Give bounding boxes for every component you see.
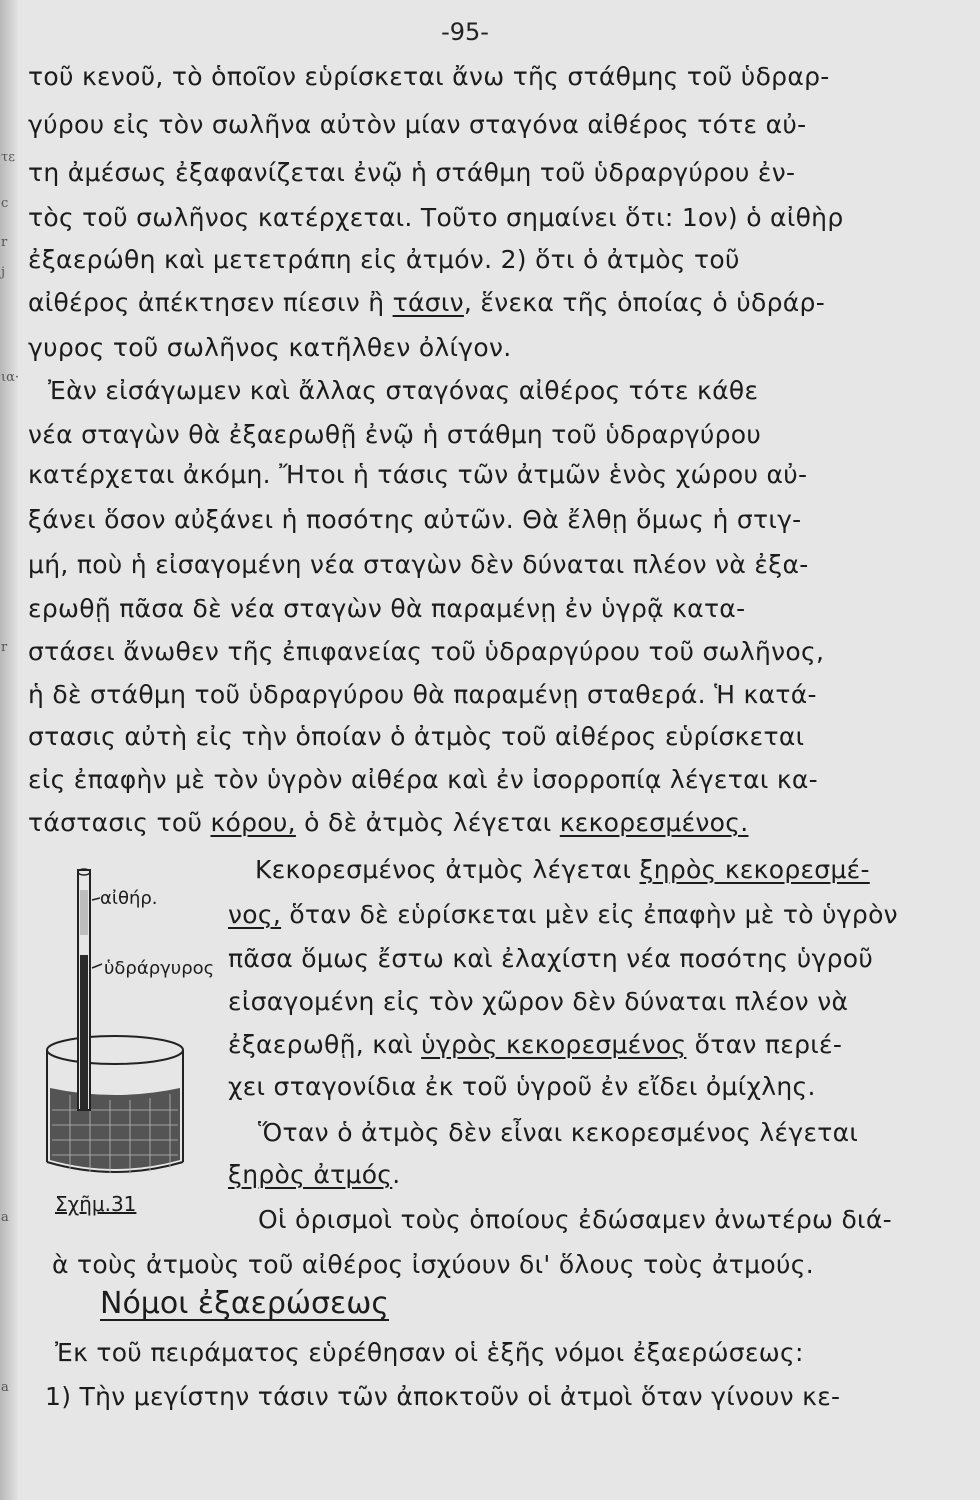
margin-fragment: j xyxy=(1,265,6,280)
text-span: Κεκορεσμένος ἀτμὸς λέγεται xyxy=(255,855,640,884)
text-line: ἡ δὲ στάθμη τοῦ ὑδραργύρου θὰ παραμένῃ σταθερά. Ἡ κατά- xyxy=(28,680,817,709)
margin-fragment: a xyxy=(1,1210,9,1225)
text-span: τάστασις τοῦ xyxy=(28,808,211,837)
text-line xyxy=(28,808,748,837)
text-line xyxy=(255,855,870,884)
text-line: πᾶσα ὅμως ἔστω καὶ ἐλαχίστη νέα ποσότης ὑγροῦ xyxy=(228,944,874,973)
margin-fragment: r xyxy=(1,640,8,655)
text-line: γύρου εἰς τὸν σωλῆνα αὐτὸν μίαν σταγόνα αἰθέρος τότε αὐ- xyxy=(28,110,807,139)
text-line: Ἐὰν εἰσάγωμεν καὶ ἄλλας σταγόνας αἰθέρος τότε κάθε xyxy=(48,376,759,405)
text-line: τη ἀμέσως ἐξαφανίζεται ἐνῷ ἡ στάθμη τοῦ ὑδραργύρου ἐν- xyxy=(28,158,796,187)
basin-drawing xyxy=(47,1036,183,1174)
underlined-term: κεκορεσμένος. xyxy=(559,808,749,837)
ether-label: αἰθήρ. xyxy=(100,888,158,909)
text-line: νέα σταγὼν θὰ ἐξαερωθῇ ἐνῷ ἡ στάθμη τοῦ ὑδραργύρου xyxy=(28,420,762,449)
text-span: ἐξαερωθῇ, καὶ xyxy=(228,1030,422,1059)
text-span: ὅταν δὲ εὑρίσκεται μὲν εἰς ἐπαφὴν μὲ τὸ ὑγρὸν xyxy=(281,900,898,929)
text-line: εἰσαγομένη εἰς τὸν χῶρον δὲν δύναται πλέον νὰ xyxy=(228,987,849,1016)
text-line: 1) Τὴν μεγίστην τάσιν τῶν ἀποκτοῦν οἱ ἀτμοὶ ὅταν γίνουν κε- xyxy=(45,1382,841,1411)
text-span: ὅταν περιέ- xyxy=(686,1030,843,1059)
margin-fragment: ια· xyxy=(1,370,20,385)
section-heading: Νόμοι ἐξαερώσεως xyxy=(100,1286,389,1321)
text-line: τὸς τοῦ σωλῆνος κατέρχεται. Τοῦτο σημαίνει ὅτι: 1ον) ὁ αἰθὴρ xyxy=(28,203,844,232)
page-number: -95- xyxy=(441,18,489,46)
text-line: κατέρχεται ἀκόμη. Ἤτοι ἡ τάσις τῶν ἀτμῶν ἑνὸς χώρου αὐ- xyxy=(28,460,808,489)
underlined-term: νος, xyxy=(228,900,282,929)
tube-drawing xyxy=(78,869,90,1110)
text-line xyxy=(228,900,898,929)
text-line: τοῦ κενοῦ, τὸ ὁποῖον εὑρίσκεται ἄνω τῆς στάθμης τοῦ ὑδραρ- xyxy=(28,62,830,91)
text-line: Οἱ ὁρισμοὶ τοὺς ὁποίους ἐδώσαμεν ἀνωτέρω διά- xyxy=(258,1205,892,1234)
text-line xyxy=(228,1030,842,1059)
text-span: ὁ δὲ ἀτμὸς λέγεται xyxy=(295,808,560,837)
text-line: στασις αὐτὴ εἰς τὴν ὁποίαν ὁ ἀτμὸς τοῦ αἰθέρος εὑρίσκεται xyxy=(28,722,805,751)
text-span: . xyxy=(392,1160,401,1189)
underlined-term: τάσιν xyxy=(392,288,464,317)
mercury-label: ὑδράργυρος xyxy=(104,958,215,979)
text-line: Ἐκ τοῦ πειράματος εὑρέθησαν οἱ ἑξῆς νόμοι ἐξαερώσεως: xyxy=(55,1338,804,1367)
underlined-term: ὑγρὸς κεκορεσμένος xyxy=(421,1030,687,1059)
ether-pointer xyxy=(92,898,100,900)
text-span: , ἕνεκα τῆς ὁποίας ὁ ὑδράρ- xyxy=(463,288,826,317)
underlined-term: ξηρὸς ἀτμός xyxy=(228,1160,393,1189)
text-line xyxy=(28,288,825,317)
figure-caption: Σχῆμ.31 xyxy=(55,1192,137,1216)
underlined-term: κόρου, xyxy=(210,808,296,837)
text-line: ἐξαερώθη καὶ μετετράπη εἰς ἀτμόν. 2) ὅτι ὁ ἀτμὸς τοῦ xyxy=(28,245,740,274)
text-line: γυρος τοῦ σωλῆνος κατῆλθεν ὀλίγον. xyxy=(28,333,512,362)
text-line xyxy=(228,1160,401,1189)
text-line: εἰς ἐπαφὴν μὲ τὸν ὑγρὸν αἰθέρα καὶ ἐν ἰσορροπίᾳ λέγεται κα- xyxy=(28,765,818,794)
page-binding-edge xyxy=(0,0,18,1500)
margin-fragment: τε xyxy=(1,150,15,165)
text-line: χει σταγονίδια ἐκ τοῦ ὑγροῦ ἐν εἴδει ὀμίχλης. xyxy=(228,1072,816,1101)
underlined-term: ξηρὸς κεκορεσμέ- xyxy=(639,855,870,884)
margin-fragment: c xyxy=(1,196,9,211)
text-line: μή, ποὺ ἡ εἰσαγομένη νέα σταγὼν δὲν δύναται πλέον νὰ ἐξα- xyxy=(28,550,809,579)
margin-fragment: r xyxy=(1,235,8,250)
text-line: ξάνει ὅσον αὐξάνει ἡ ποσότης αὐτῶν. Θὰ ἔλθῃ ὅμως ἡ στιγ- xyxy=(28,505,802,534)
experiment-figure xyxy=(30,860,230,1190)
mercury-pointer xyxy=(92,964,102,968)
text-span: αἰθέρος ἀπέκτησεν πίεσιν ἢ xyxy=(28,288,393,317)
text-line: Ὅταν ὁ ἀτμὸς δὲν εἶναι κεκορεσμένος λέγεται xyxy=(258,1118,859,1147)
text-line: ὰ τοὺς ἀτμοὺς τοῦ αἰθέρος ἰσχύουν δι' ὅλους τοὺς ἀτμούς. xyxy=(52,1250,814,1279)
margin-fragment: a xyxy=(1,1380,9,1395)
text-line: στάσει ἄνωθεν τῆς ἐπιφανείας τοῦ ὑδραργύρου τοῦ σωλῆνος, xyxy=(28,637,825,666)
text-line: ερωθῇ πᾶσα δὲ νέα σταγὼν θὰ παραμένῃ ἐν ὑγρᾷ κατα- xyxy=(28,594,746,623)
